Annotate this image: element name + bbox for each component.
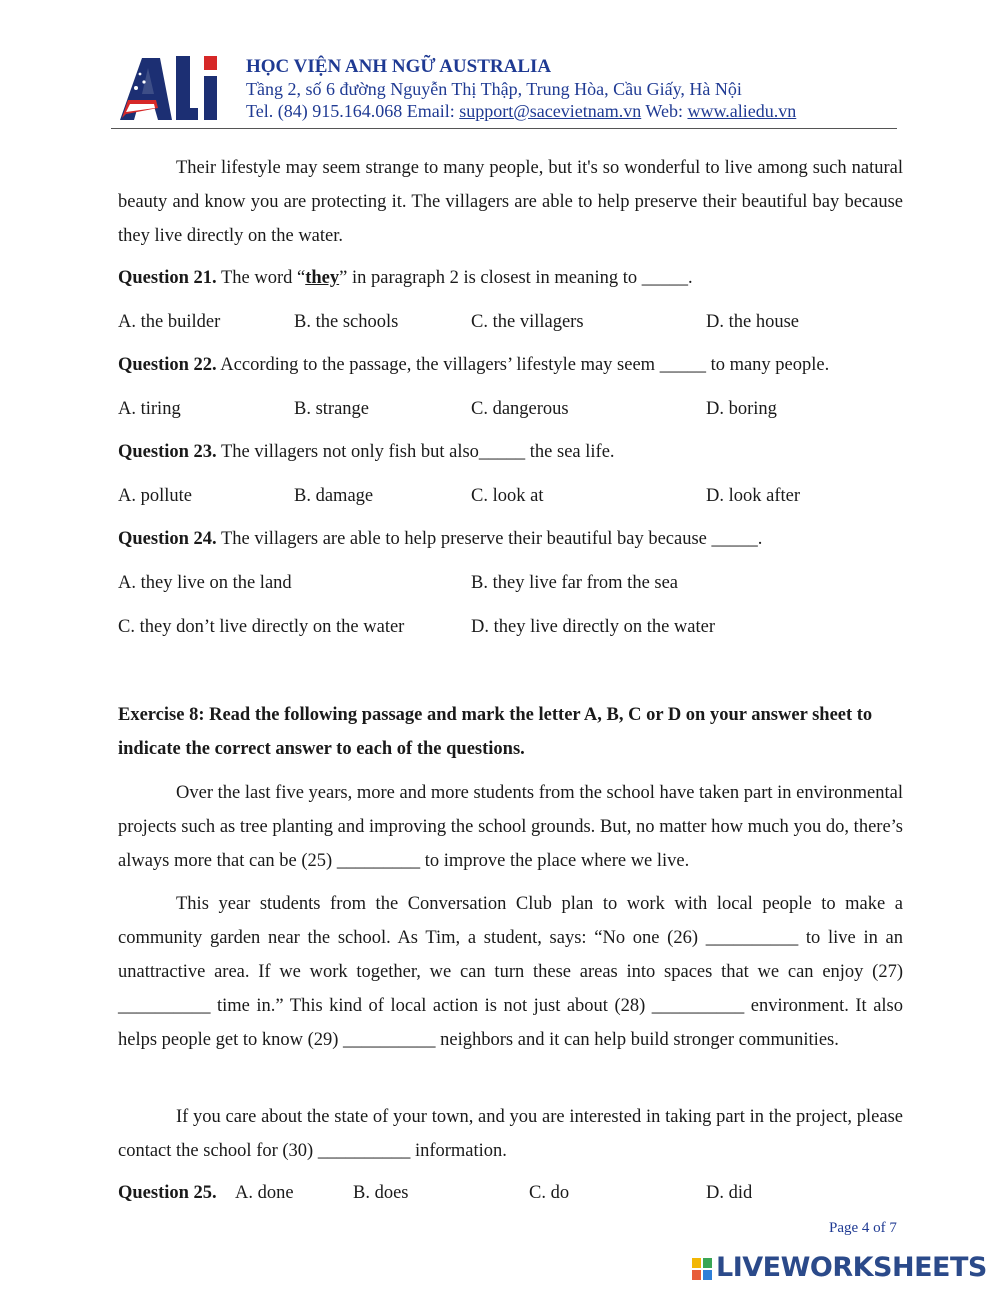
exercise-8-heading: Exercise 8: Read the following passage and mark the letter A, B, C or D on your answer sheet to indicate the correct answer to each of the questions. — [118, 705, 873, 759]
page-number: Page 4 of 7 — [829, 1220, 897, 1236]
passage-paragraph-1: Over the last five years, more and more students from the school have taken part in environmental projects such as tree planting and improving the school grounds. But, no matter how much you do, there’s always more that can be (25) _________ to improve the place where we live. — [118, 783, 903, 871]
question-stem: The villagers not only fish but also_____ the sea life. — [216, 442, 615, 462]
option-a[interactable]: A. tiring — [118, 399, 181, 419]
email-link[interactable]: support@sacevietnam.vn — [459, 101, 642, 121]
web-prefix: Web: — [641, 101, 688, 121]
option-d[interactable]: D. boring — [706, 399, 777, 419]
option-d[interactable]: D. look after — [706, 486, 801, 506]
org-address: Tầng 2, số 6 đường Nguyễn Thị Thập, Trung Hòa, Cầu Giấy, Hà Nội — [246, 79, 742, 99]
option-d[interactable]: D. they live directly on the water — [471, 617, 716, 637]
web-link[interactable]: www.aliedu.vn — [687, 101, 797, 121]
option-c[interactable]: C. the villagers — [471, 312, 584, 332]
org-contact — [246, 101, 796, 122]
question-label: Question 23. — [118, 442, 217, 462]
option-a[interactable]: A. pollute — [118, 486, 192, 506]
tel-email-prefix: Tel. (84) 915.164.068 Email: — [246, 101, 460, 121]
header-divider — [111, 128, 897, 129]
option-c[interactable]: C. they don’t live directly on the water — [118, 617, 405, 637]
logo — [116, 48, 222, 126]
ali-logo-icon — [116, 48, 222, 126]
option-b[interactable]: B. does — [353, 1183, 409, 1203]
passage-paragraph-3: If you care about the state of your town, and you are interested in taking part in the project, please contact the school for (30) __________ information. — [118, 1107, 903, 1161]
option-c[interactable]: C. dangerous — [471, 399, 569, 419]
option-b[interactable]: B. strange — [294, 399, 370, 419]
question-21 — [118, 268, 693, 289]
question-label: Question 25. — [118, 1183, 217, 1203]
option-b[interactable]: B. the schools — [294, 312, 399, 332]
question-25 — [118, 1183, 217, 1204]
intro-paragraph: Their lifestyle may seem strange to many people, but it's so wonderful to live among such natural beauty and know you are protecting it. The villagers are able to help preserve their beautiful bay because they live directly on the water. — [118, 158, 903, 246]
option-b[interactable]: B. they live far from the sea — [471, 573, 679, 593]
liveworksheets-brand[interactable]: LIVEWORKSHEETS — [716, 1252, 987, 1283]
org-name: HỌC VIỆN ANH NGỮ AUSTRALIA — [246, 56, 552, 77]
question-23 — [118, 442, 615, 463]
question-stem-end: ” in paragraph 2 is closest in meaning to _____. — [339, 268, 693, 288]
passage-paragraph-2: This year students from the Conversation Club plan to work with local people to make a community garden near the school. As Tim, a student, says: “No one (26) __________ to live in an unattractive area. If we work together, we can turn these areas into spaces that we can enjoy (27) __________ time in.” This kind of local action is not just about (28) __________ environment. It also helps people get to know (29) __________ neighbors and it can help build stronger communities. — [118, 894, 903, 1050]
question-label: Question 21. — [118, 268, 217, 288]
option-a[interactable]: A. done — [235, 1183, 294, 1203]
question-label: Question 22. — [118, 355, 217, 375]
question-stem: According to the passage, the villagers’ lifestyle may seem _____ to many people. — [216, 355, 830, 375]
question-stem: The villagers are able to help preserve their beautiful bay because _____. — [216, 529, 763, 549]
question-label: Question 24. — [118, 529, 217, 549]
option-c[interactable]: C. look at — [471, 486, 544, 506]
question-keyword: they — [305, 268, 340, 288]
question-stem: The word “ — [216, 268, 306, 288]
option-d[interactable]: D. did — [706, 1183, 753, 1203]
option-a[interactable]: A. they live on the land — [118, 573, 292, 593]
option-b[interactable]: B. damage — [294, 486, 374, 506]
option-d[interactable]: D. the house — [706, 312, 799, 332]
option-c[interactable]: C. do — [529, 1183, 570, 1203]
option-a[interactable]: A. the builder — [118, 312, 221, 332]
question-24 — [118, 529, 762, 550]
question-22 — [118, 355, 829, 376]
liveworksheets-logo-icon — [692, 1258, 712, 1280]
